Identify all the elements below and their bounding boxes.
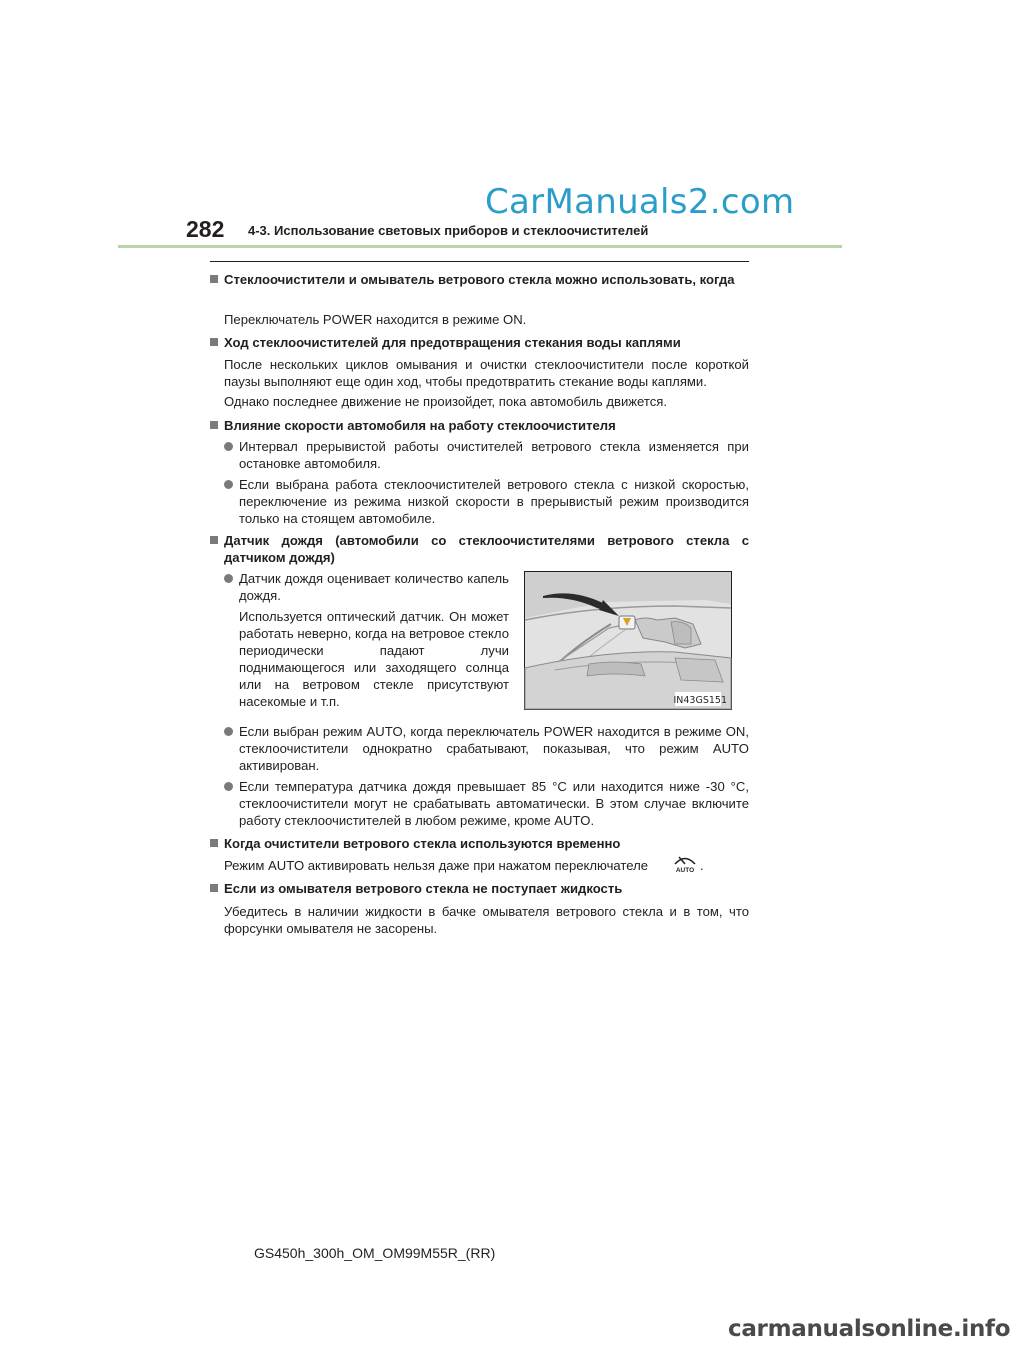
list-item-text: Если выбран режим AUTO, когда переключатель POWER находится в режиме ON, стеклоочистители однократно срабатывают, показывая, что режим AUTO активирован. bbox=[239, 724, 749, 773]
circle-bullet-icon bbox=[224, 574, 233, 583]
section-4 bbox=[210, 532, 749, 566]
auto-label: AUTO bbox=[675, 867, 695, 874]
section-3 bbox=[210, 417, 749, 434]
square-bullet-icon bbox=[210, 338, 218, 346]
square-bullet-icon bbox=[210, 275, 218, 283]
car-interior-illustration bbox=[525, 572, 731, 709]
section-6 bbox=[210, 880, 749, 897]
circle-bullet-icon bbox=[224, 727, 233, 736]
section-5-paragraph: Режим AUTO активировать нельзя даже при нажатом переключателе bbox=[224, 858, 648, 873]
document-code: GS450h_300h_OM_OM99M55R_(RR) bbox=[254, 1245, 496, 1261]
section-5-paragraph-end: . bbox=[700, 858, 704, 873]
section-5 bbox=[210, 835, 749, 852]
square-bullet-icon bbox=[210, 884, 218, 892]
list-item bbox=[224, 778, 749, 829]
section-2 bbox=[210, 334, 749, 351]
section-1-heading: Стеклоочистители и омыватель ветрового стекла можно использовать, когда bbox=[224, 272, 735, 287]
page-number: 282 bbox=[186, 216, 225, 242]
circle-bullet-icon bbox=[224, 442, 233, 451]
list-item bbox=[224, 570, 509, 604]
section-1-paragraph: Переключатель POWER находится в режиме ON. bbox=[224, 312, 527, 327]
list-item-text: Интервал прерывистой работы очистителей ветрового стекла изменяется при остановке автомобиля. bbox=[239, 439, 749, 471]
circle-bullet-icon bbox=[224, 782, 233, 791]
section-6-heading: Если из омывателя ветрового стекла не поступает жидкость bbox=[224, 881, 623, 896]
list-item-text: Если температура датчика дождя превышает 85 °C или находится ниже -30 °C, стеклоочистители могут не срабатывать автоматически. В этом случае включите работу стеклоочистителей в любом режиме, кроме AUTO. bbox=[239, 779, 749, 828]
wiper-auto-icon bbox=[672, 852, 698, 874]
square-bullet-icon bbox=[210, 536, 218, 544]
section-3-heading: Влияние скорости автомобиля на работу стеклоочистителя bbox=[224, 418, 616, 433]
section-2-paragraph-1: После нескольких циклов омывания и очистки стеклоочистители после короткой паузы выполняют еще один ход, чтобы предотвратить стекание воды каплями. bbox=[224, 357, 749, 389]
rain-sensor-note: Используется оптический датчик. Он может работать неверно, когда на ветровое стекло периодически падают лучи поднимающегося или заходящего солнца или на ветровом стекле присутствуют насекомые и т.п. bbox=[239, 609, 509, 709]
watermark-logo: CarManuals2.com bbox=[485, 182, 795, 222]
square-bullet-icon bbox=[210, 839, 218, 847]
section-1 bbox=[210, 271, 749, 288]
section-4-heading: Датчик дождя (автомобили со стеклоочистителями ветрового стекла с датчиком дождя) bbox=[224, 533, 749, 565]
content-divider bbox=[210, 261, 749, 262]
header-divider bbox=[118, 245, 842, 248]
section-2-paragraph-2: Однако последнее движение не произойдет, пока автомобиль движется. bbox=[224, 394, 667, 409]
list-item bbox=[224, 476, 749, 527]
rain-sensor-figure bbox=[524, 571, 732, 710]
figure-code: IN43GS151 bbox=[673, 695, 727, 706]
circle-bullet-icon bbox=[224, 480, 233, 489]
site-logo: carmanualsonline.info bbox=[728, 1316, 1010, 1342]
section-5-heading: Когда очистители ветрового стекла используются временно bbox=[224, 836, 621, 851]
square-bullet-icon bbox=[210, 421, 218, 429]
list-item bbox=[224, 723, 749, 774]
section-2-heading: Ход стеклоочистителей для предотвращения стекания воды каплями bbox=[224, 335, 681, 350]
section-6-paragraph: Убедитесь в наличии жидкости в бачке омывателя ветрового стекла и в том, что форсунки омывателя не засорены. bbox=[224, 904, 749, 936]
list-item-text: Если выбрана работа стеклоочистителей ветрового стекла с низкой скоростью, переключение из режима низкой скорости в прерывистый режим производится только на стоящем автомобиле. bbox=[239, 477, 749, 526]
list-item-text: Датчик дождя оценивает количество капель дождя. bbox=[239, 571, 509, 603]
section-title: 4-3. Использование световых приборов и стеклоочистителей bbox=[248, 223, 649, 238]
list-item bbox=[224, 438, 749, 472]
